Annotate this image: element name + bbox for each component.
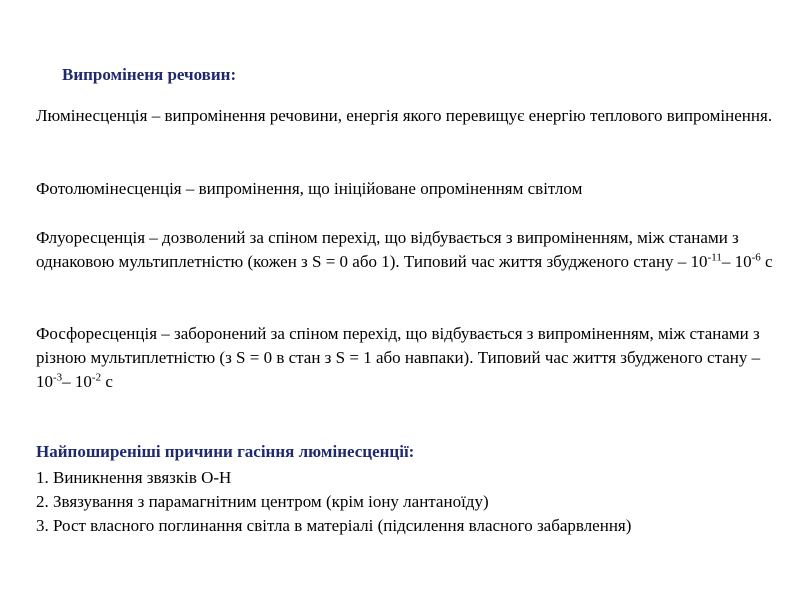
fluorescence-definition — [36, 226, 776, 274]
phosphorescence-exponent-2: -2 — [91, 371, 102, 384]
quenching-heading: Найпоширеніші причини гасіння люмінесценції: — [36, 442, 415, 461]
phosphorescence-text: Фосфоресценція – заборонений за спіном перехід, що відбувається з випроміненням, між станами з різною мультиплетністю (з S = 0 в стан з S = 1 або навпаки). Типовий час життя збудженого стану – 10 — [36, 324, 761, 391]
luminescence-definition: Люмінесценція – випромінення речовини, енергія якого перевищує енергію теплового випромінення. — [36, 106, 773, 125]
quenching-list — [36, 466, 776, 538]
fluorescence-exponent-2: -6 — [751, 251, 761, 264]
list-item: 2. Звязування з парамагнітним центром (крім іону лантаноїду) — [36, 492, 489, 511]
fluorescence-range-separator: – 10 — [721, 252, 752, 271]
phosphorescence-range-separator: – 10 — [62, 372, 92, 391]
phosphorescence-exponent-1: -3 — [53, 371, 63, 384]
phosphorescence-definition — [36, 322, 776, 394]
fluorescence-exponent-1: -11 — [707, 251, 722, 264]
phosphorescence-unit: с — [101, 372, 113, 391]
fluorescence-text: Флуоресценція – дозволений за спіном перехід, що відбувається з випроміненням, між станами з однаковою мультиплетністю (кожен з S = 0 або 1). Типовий час життя збудженого стану – 10 — [36, 228, 739, 271]
photoluminescence-definition: Фотолюмінесценція – випромінення, що ініційоване опроміненням світлом — [36, 179, 583, 198]
list-item: 3. Рост власного поглинання світла в матеріалі (підсилення власного забарвлення) — [36, 516, 632, 535]
fluorescence-unit: с — [760, 252, 773, 271]
list-item: 1. Виникнення звязків O-H — [36, 468, 232, 487]
section-heading: Випроміненя речовин: — [62, 65, 237, 84]
